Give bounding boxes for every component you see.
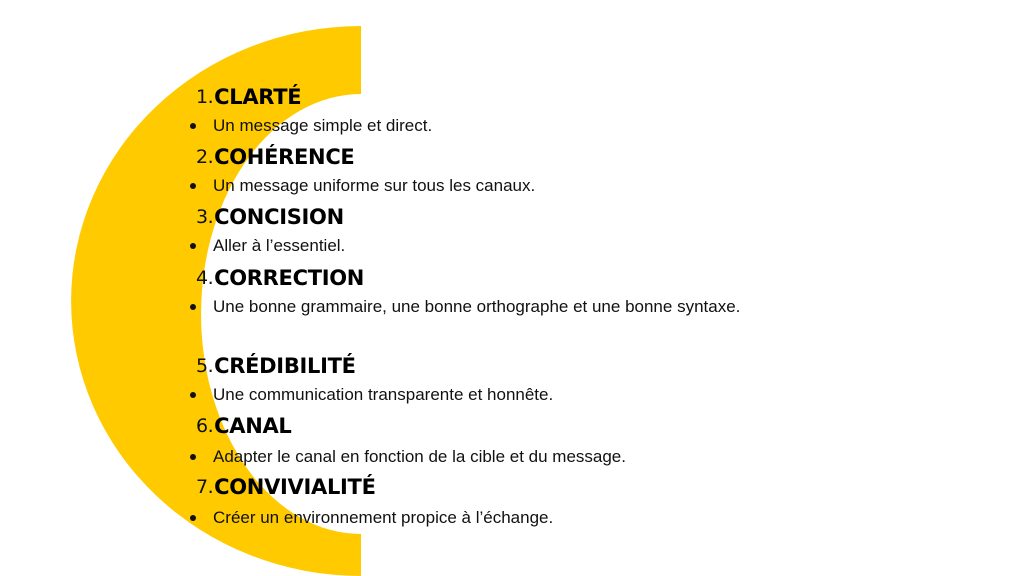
bullet-dot-icon [190,304,196,310]
principle-number: 7. [196,476,214,498]
principle-title: CANAL [214,414,292,438]
principle-description: Aller à l’essentiel. [213,236,346,255]
principle-title: COHÉRENCE [214,145,355,169]
bullet-dot-icon [190,515,196,521]
bullet-dot-icon [190,243,196,249]
principle-title: CONCISION [214,205,344,229]
principle-heading-5 [196,351,356,381]
principle-description: Une communication transparente et honnête. [213,385,554,404]
principle-bullet-5 [190,383,750,407]
principle-bullet-2 [190,174,750,198]
principle-description: Adapter le canal en fonction de la cible et du message. [213,447,626,466]
principle-heading-6 [196,411,292,441]
bullet-dot-icon [190,392,196,398]
principle-number: 5. [196,355,214,377]
principle-title: CORRECTION [214,266,365,290]
principle-bullet-4 [190,295,750,319]
principle-description: Un message uniforme sur tous les canaux. [213,176,536,195]
principle-description: Créer un environnement propice à l’échange. [213,508,554,527]
principle-number: 1. [196,86,214,108]
principle-number: 2. [196,146,214,168]
principle-title: CRÉDIBILITÉ [214,354,356,378]
principle-bullet-7 [190,506,750,530]
principle-bullet-3 [190,234,750,258]
principle-title: CONVIVIALITÉ [214,475,376,499]
principle-heading-1 [196,82,301,112]
principle-heading-7 [196,472,376,502]
principle-number: 3. [196,206,214,228]
principle-description: Un message simple et direct. [213,116,433,135]
principle-number: 4. [196,267,214,289]
principle-bullet-1 [190,114,750,138]
principle-number: 6. [196,415,214,437]
principle-heading-2 [196,142,354,172]
bullet-dot-icon [190,183,196,189]
principle-title: CLARTÉ [214,85,302,109]
principle-heading-4 [196,263,364,293]
bullet-dot-icon [190,123,196,129]
bullet-dot-icon [190,454,196,460]
principle-heading-3 [196,202,344,232]
principle-bullet-6 [190,445,750,469]
principle-description: Une bonne grammaire, une bonne orthographe et une bonne syntaxe. [213,297,741,316]
